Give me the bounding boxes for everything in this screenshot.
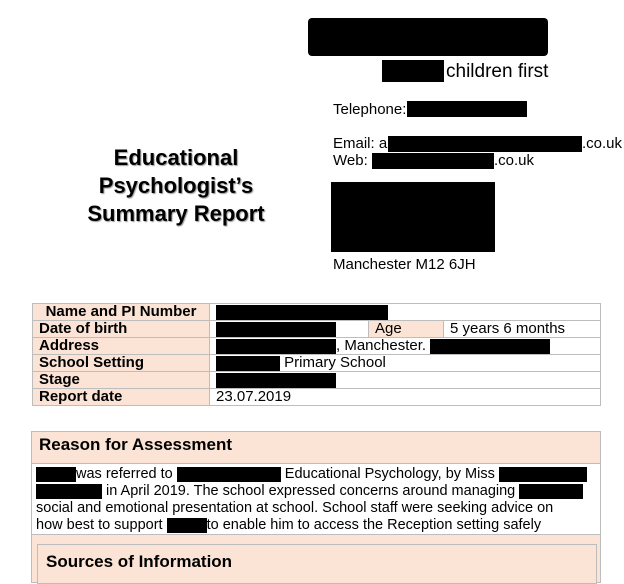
web-suffix: .co.uk [494, 152, 535, 169]
reason-heading: Reason for Assessment [39, 435, 233, 454]
table-row [33, 389, 601, 406]
reason-line1b: Educational Psychology, by Miss [284, 466, 495, 482]
redaction-org-name [308, 18, 548, 56]
name-value [210, 304, 601, 321]
table-row [33, 338, 601, 355]
redaction-telephone [407, 101, 527, 117]
table-row [33, 372, 601, 389]
reason-body [32, 463, 600, 535]
school-value-text: Primary School [284, 354, 386, 371]
redaction-dob [216, 322, 336, 337]
redaction-service-name [177, 467, 281, 482]
age-value: 5 years 6 months [444, 321, 601, 338]
redaction-teacher-name [499, 467, 587, 482]
address-city: Manchester M12 6JH [333, 256, 476, 273]
redaction-school-name [216, 356, 280, 371]
address-value [210, 338, 601, 355]
report-date-label: Report date [33, 389, 210, 406]
reason-line-4 [36, 517, 541, 534]
school-value [210, 355, 601, 372]
redaction-tagline [382, 60, 444, 82]
telephone-label: Telephone: [333, 101, 407, 118]
name-label [33, 304, 210, 321]
report-title-line1: Educational [113, 145, 239, 170]
address-label: Address [33, 338, 210, 355]
age-label [369, 321, 444, 338]
reason-line1a: was referred to [76, 466, 173, 482]
redaction-address-street [216, 339, 336, 354]
redaction-address-postcode [430, 339, 550, 354]
report-title-line2: Psychologist’s [98, 173, 254, 198]
address-value-text: , Manchester. [336, 337, 427, 354]
reason-line-1 [36, 466, 587, 483]
redaction-email [388, 136, 582, 152]
redaction-child-name-2 [519, 484, 583, 499]
table-row [33, 304, 601, 321]
redaction-teacher-surname [36, 484, 102, 499]
reason-line4a: how best to support [36, 517, 163, 533]
sources-heading: Sources of Information [46, 552, 233, 571]
email-label: Email: a [333, 135, 388, 152]
email-suffix: .co.uk [582, 135, 623, 152]
web-label: Web: [333, 152, 368, 169]
redaction-address-block [331, 182, 495, 252]
dob-label: Date of birth [33, 321, 210, 338]
dob-value [210, 321, 369, 338]
report-date-value: 23.07.2019 [210, 389, 601, 406]
redaction-child-name-3 [167, 518, 207, 533]
stage-value [210, 372, 601, 389]
redaction-child-name [36, 467, 76, 482]
redaction-web [372, 153, 494, 169]
age-label-text: Age [375, 320, 402, 337]
redaction-name [216, 305, 388, 320]
stage-label: Stage [33, 372, 210, 389]
student-details-table [32, 303, 601, 406]
reason-line4b: to enable him to access the Reception setting safely [206, 517, 542, 533]
reason-line-3: social and emotional presentation at school. School staff were seeking advice on [36, 500, 554, 516]
reason-line2: in April 2019. The school expressed concerns around managing [106, 483, 516, 499]
table-row [33, 355, 601, 372]
organisation-tagline: children first [446, 61, 549, 82]
report-title-line3: Summary Report [87, 201, 265, 226]
table-row [33, 321, 601, 338]
redaction-stage [216, 373, 336, 388]
school-label: School Setting [33, 355, 210, 372]
reason-line-2 [36, 483, 583, 500]
report-title [58, 144, 294, 228]
name-label-text: Name and PI Number [45, 303, 197, 320]
